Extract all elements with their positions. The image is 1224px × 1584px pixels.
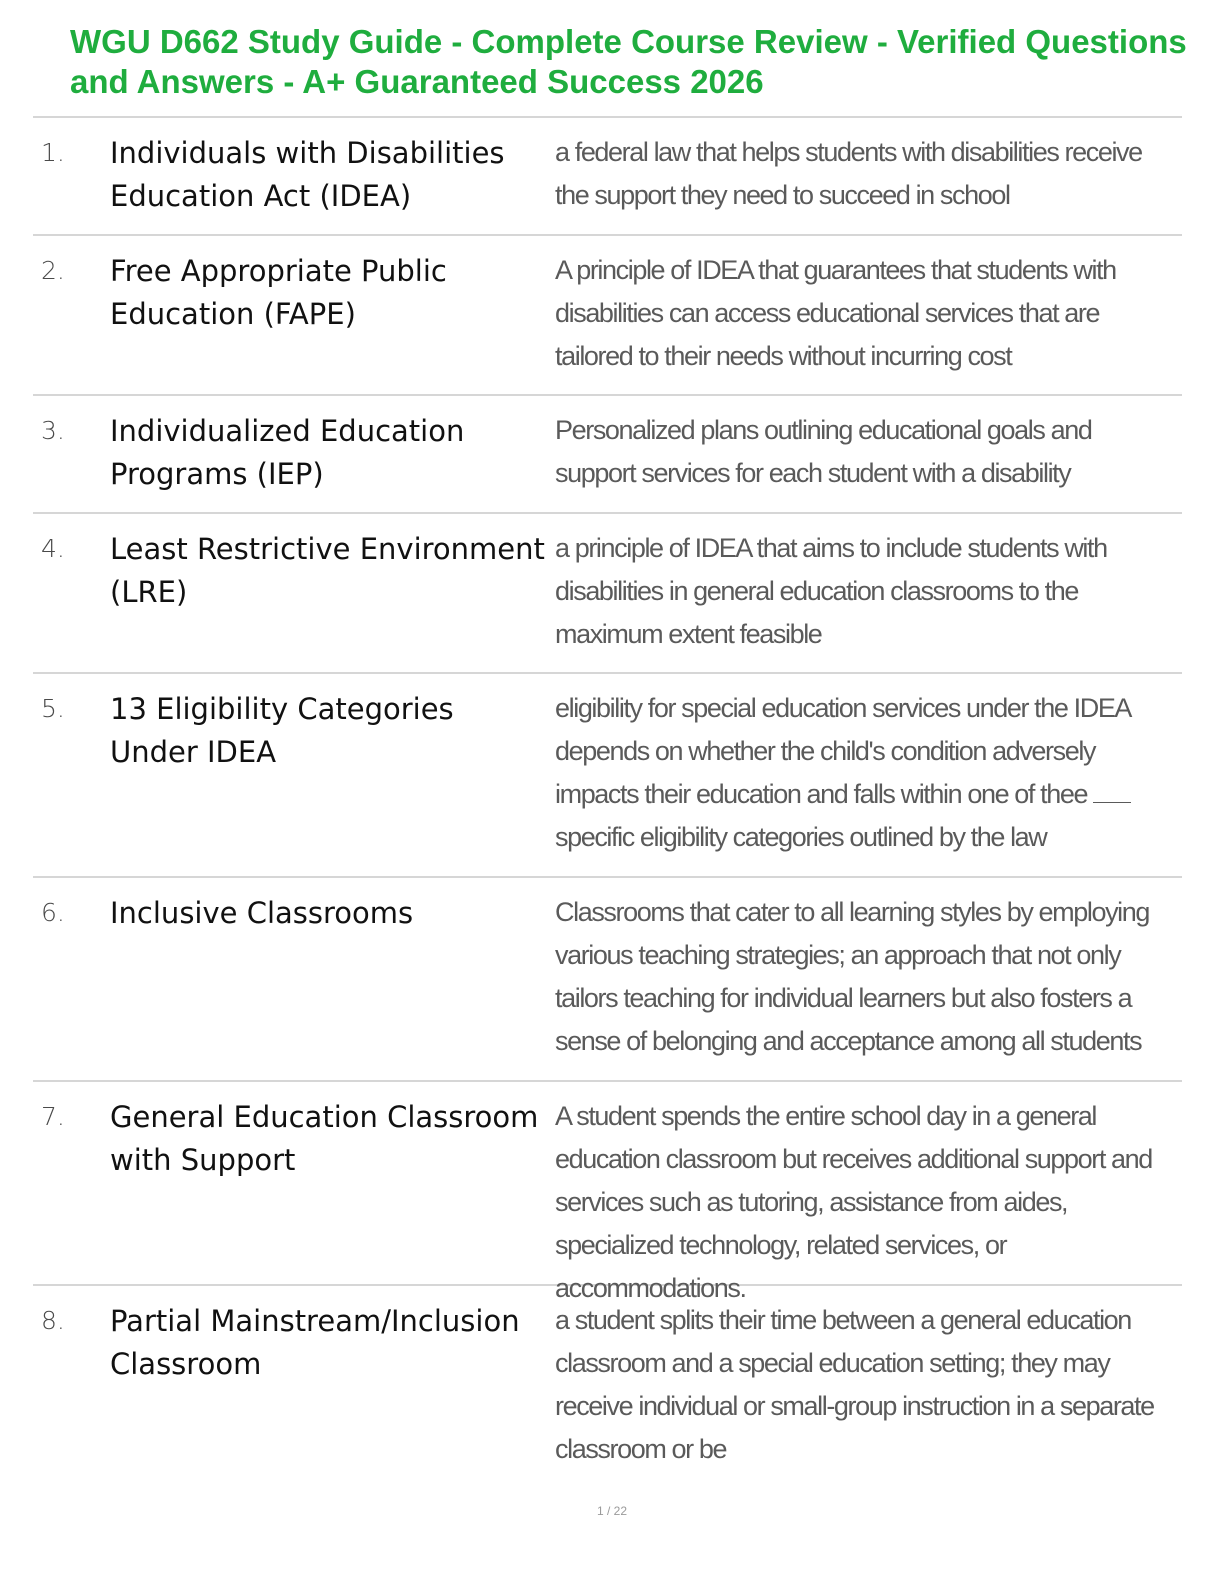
card-term: Inclusive Classrooms: [110, 896, 414, 930]
page-indicator: 1 / 22: [596, 1504, 628, 1518]
card-number: 2.: [41, 256, 65, 285]
flashcard-row: [33, 514, 1182, 674]
card-number: 6.: [41, 898, 65, 927]
definition-text-after-blank: specific eligibility categories outlined by the law: [555, 822, 1047, 852]
card-definition: [555, 687, 1173, 859]
fill-in-blank: [1093, 801, 1131, 803]
card-number: 7.: [41, 1102, 65, 1131]
card-number: 5.: [41, 694, 65, 723]
flashcard-row: [33, 674, 1182, 878]
card-term: Least Restrictive Environment (LRE): [110, 532, 545, 609]
card-definition: a principle of IDEA that aims to include students with disabilities in general education classrooms to the maximum extent feasible: [555, 533, 1107, 649]
card-number: 4.: [41, 534, 65, 563]
flashcard-row: [33, 236, 1182, 396]
card-definition: Personalized plans outlining educational goals and support services for each student with a disability: [555, 415, 1092, 488]
card-definition: a student splits their time between a general education classroom and a special education setting; they may receive individual or small-group instruction in a separate classroom or be: [555, 1305, 1154, 1464]
flashcard-row: [33, 396, 1182, 514]
card-term: Partial Mainstream/Inclusion Classroom: [110, 1304, 520, 1381]
card-number: 3.: [41, 416, 65, 445]
flashcard-row: [33, 878, 1182, 1082]
card-term: General Education Classroom with Support: [110, 1100, 539, 1177]
card-term: Individuals with Disabilities Education Act (IDEA): [110, 136, 505, 213]
page-title: WGU D662 Study Guide - Complete Course Review - Verified Questions and Answers - A+ Guaranteed Success 2026: [70, 23, 1187, 100]
card-definition: Classrooms that cater to all learning styles by employing various teaching strategies; an approach that not only tailors teaching for individual learners but also fosters a sense of belonging and acceptance among all students: [555, 897, 1150, 1056]
card-term: Individualized Education Programs (IEP): [110, 414, 465, 491]
card-number: 1.: [41, 138, 65, 167]
flashcard-list: [33, 116, 1182, 1464]
definition-text-before-blank: eligibility for special education services under the IDEA depends on whether the child's condition adversely impacts their education and falls within one of thee: [555, 693, 1130, 809]
flashcard-row: [33, 118, 1182, 236]
card-term: Free Appropriate Public Education (FAPE): [110, 254, 447, 331]
flashcard-row: [33, 1082, 1182, 1303]
card-definition: A student spends the entire school day in a general education classroom but receives additional support and services such as tutoring, assistance from aides, specialized technology, related services, or accommodations.: [555, 1101, 1152, 1303]
card-term: 13 Eligibility Categories Under IDEA: [110, 692, 454, 769]
flashcard-row: [33, 1286, 1182, 1464]
card-number: 8.: [41, 1306, 65, 1335]
card-definition: a federal law that helps students with disabilities receive the support they need to succeed in school: [555, 137, 1142, 210]
card-definition: A principle of IDEA that guarantees that students with disabilities can access educational services that are tailored to their needs without incurring cost: [555, 255, 1116, 371]
